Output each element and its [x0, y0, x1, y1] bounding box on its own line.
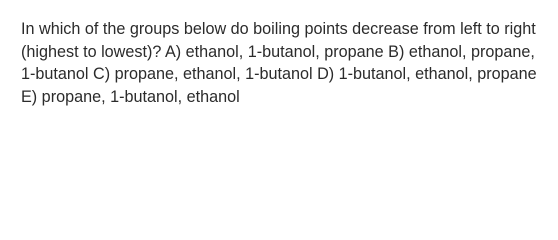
question-text: In which of the groups below do boiling points decrease from left to right (highest to lowest)? A) ethanol, 1-butanol, propane B) ethanol, propane, 1-butanol C) propane, ethanol, 1-butanol D) 1-butanol, ethanol, propane E) propane, 1-butanol, ethanol	[21, 20, 537, 106]
